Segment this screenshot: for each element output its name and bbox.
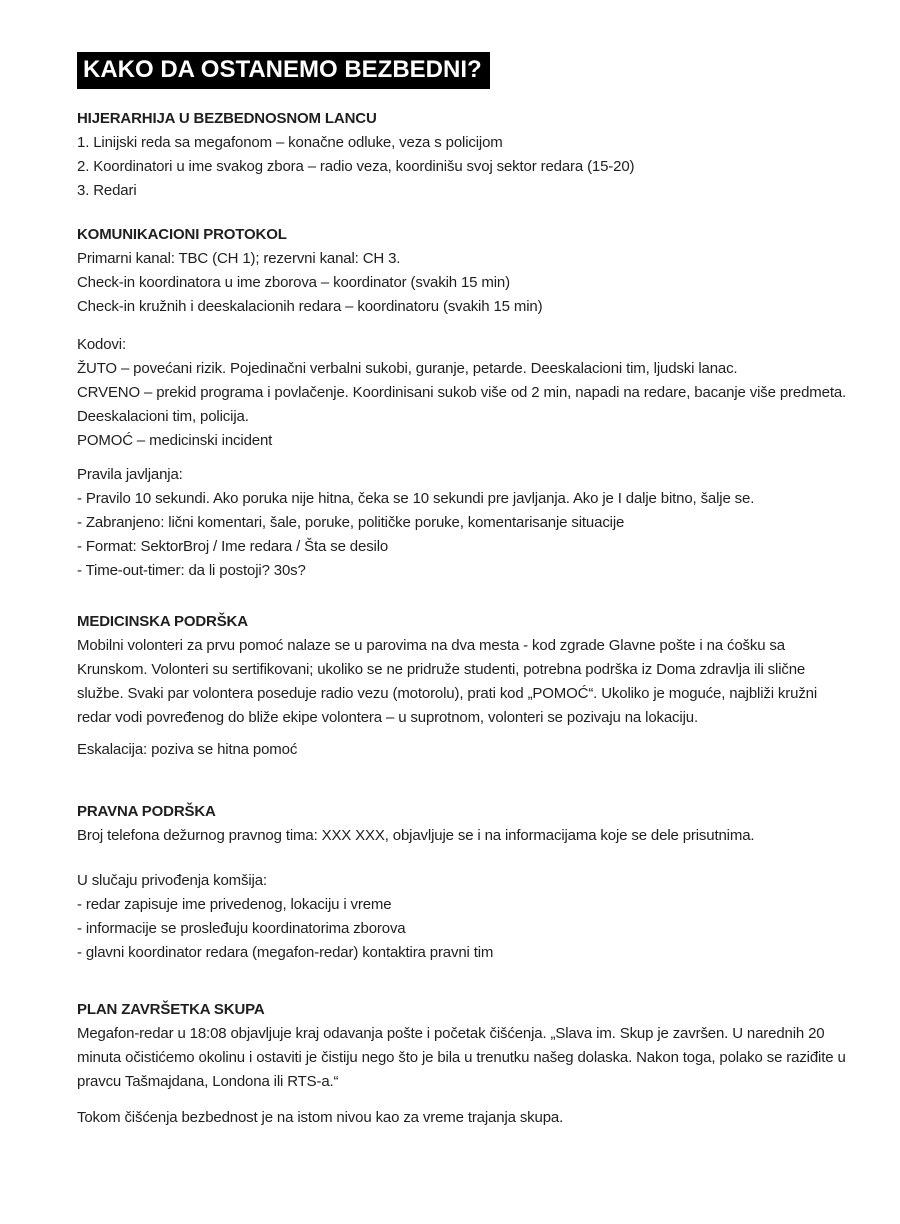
comms-line-1: Primarni kanal: TBC (CH 1); rezervni kanal: CH 3. xyxy=(77,250,401,267)
medical-escalation: Eskalacija: poziva se hitna pomoć xyxy=(77,741,298,758)
comms-line-2: Check-in koordinatora u ime zborova – koordinator (svakih 15 min) xyxy=(77,274,510,291)
hierarchy-item-1: 1. Linijski reda sa megafonom – konačne odluke, veza s policijom xyxy=(77,134,503,151)
comms-line-3: Check-in kružnih i deeskalacionih redara – koordinatoru (svakih 15 min) xyxy=(77,298,543,315)
code-yellow: ŽUTO – povećani rizik. Pojedinačni verbalni sukobi, guranje, petarde. Deeskalacioni tim, ljudski lanac. xyxy=(77,360,738,377)
reporting-rule-3: - Format: SektorBroj / Ime redara / Šta se desilo xyxy=(77,538,389,555)
reporting-intro: Pravila javljanja: xyxy=(77,466,183,483)
section-heading-legal: PRAVNA PODRŠKA xyxy=(77,803,216,820)
section-heading-ending: PLAN ZAVRŠETKA SKUPA xyxy=(77,1001,265,1018)
section-heading-comms: KOMUNIKACIONI PROTOKOL xyxy=(77,226,287,243)
section-heading-medical: MEDICINSKA PODRŠKA xyxy=(77,613,248,630)
ending-paragraph: Megafon-redar u 18:08 objavljuje kraj odavanja pošte i početak čišćenja. „Slava im. Skup je završen. U narednih 20 minuta očistićemo okolinu i ostaviti je čistiju nego što je bila u trenutku našeg dolaska. Nakon toga, polako se raziđite u pravcu Tašmajdana, Londona ili RTS-a.“ xyxy=(77,1025,846,1090)
legal-paragraph: Broj telefona dežurnog pravnog tima: XXX XXX, objavljuje se i na informacijama koje se dele prisutnima. xyxy=(77,827,755,844)
hierarchy-item-3: 3. Redari xyxy=(77,182,137,199)
hierarchy-item-2: 2. Koordinatori u ime svakog zbora – radio veza, koordinišu svoj sektor redara (15-20) xyxy=(77,158,635,175)
code-help: POMOĆ – medicinski incident xyxy=(77,432,273,449)
legal-step-2: - informacije se prosleđuju koordinatorima zborova xyxy=(77,920,406,937)
section-heading-hierarchy: HIJERARHIJA U BEZBEDNOSNOM LANCU xyxy=(77,110,377,127)
ending-closing: Tokom čišćenja bezbednost je na istom nivou kao za vreme trajanja skupa. xyxy=(77,1109,564,1126)
legal-step-1: - redar zapisuje ime privedenog, lokaciju i vreme xyxy=(77,896,392,913)
document-content xyxy=(77,0,852,1130)
document-title: KAKO DA OSTANEMO BEZBEDNI? xyxy=(77,52,490,89)
medical-paragraph: Mobilni volonteri za prvu pomoć nalaze se u parovima na dva mesta - kod zgrade Glavne pošte i na ćošku sa Krunskom. Volonteri su sertifikovani; ukoliko se ne pridruže studenti, potrebna podrška iz Doma zdravlja ili slične službe. Svaki par volontera poseduje radio vezu (motorolu), prati kod „POMOĆ“. Ukoliko je moguće, najbliži kružni redar vodi povređenog do bliže ekipe volontera – u suprotnom, volonteri se pozivaju na lokaciju. xyxy=(77,637,818,726)
code-red: CRVENO – prekid programa i povlačenje. Koordinisani sukob više od 2 min, napadi na redare, bacanje više predmeta. Deeskalacioni tim, policija. xyxy=(77,384,847,425)
reporting-rule-2: - Zabranjeno: lični komentari, šale, poruke, političke poruke, komentarisanje situacije xyxy=(77,514,625,531)
reporting-rule-1: - Pravilo 10 sekundi. Ako poruka nije hitna, čeka se 10 sekundi pre javljanja. Ako je I dalje bitno, šalje se. xyxy=(77,490,755,507)
reporting-rule-4: - Time-out-timer: da li postoji? 30s? xyxy=(77,562,306,579)
legal-detention-intro: U slučaju privođenja komšija: xyxy=(77,872,267,889)
codes-intro: Kodovi: xyxy=(77,336,126,353)
legal-step-3: - glavni koordinator redara (megafon-redar) kontaktira pravni tim xyxy=(77,944,494,961)
